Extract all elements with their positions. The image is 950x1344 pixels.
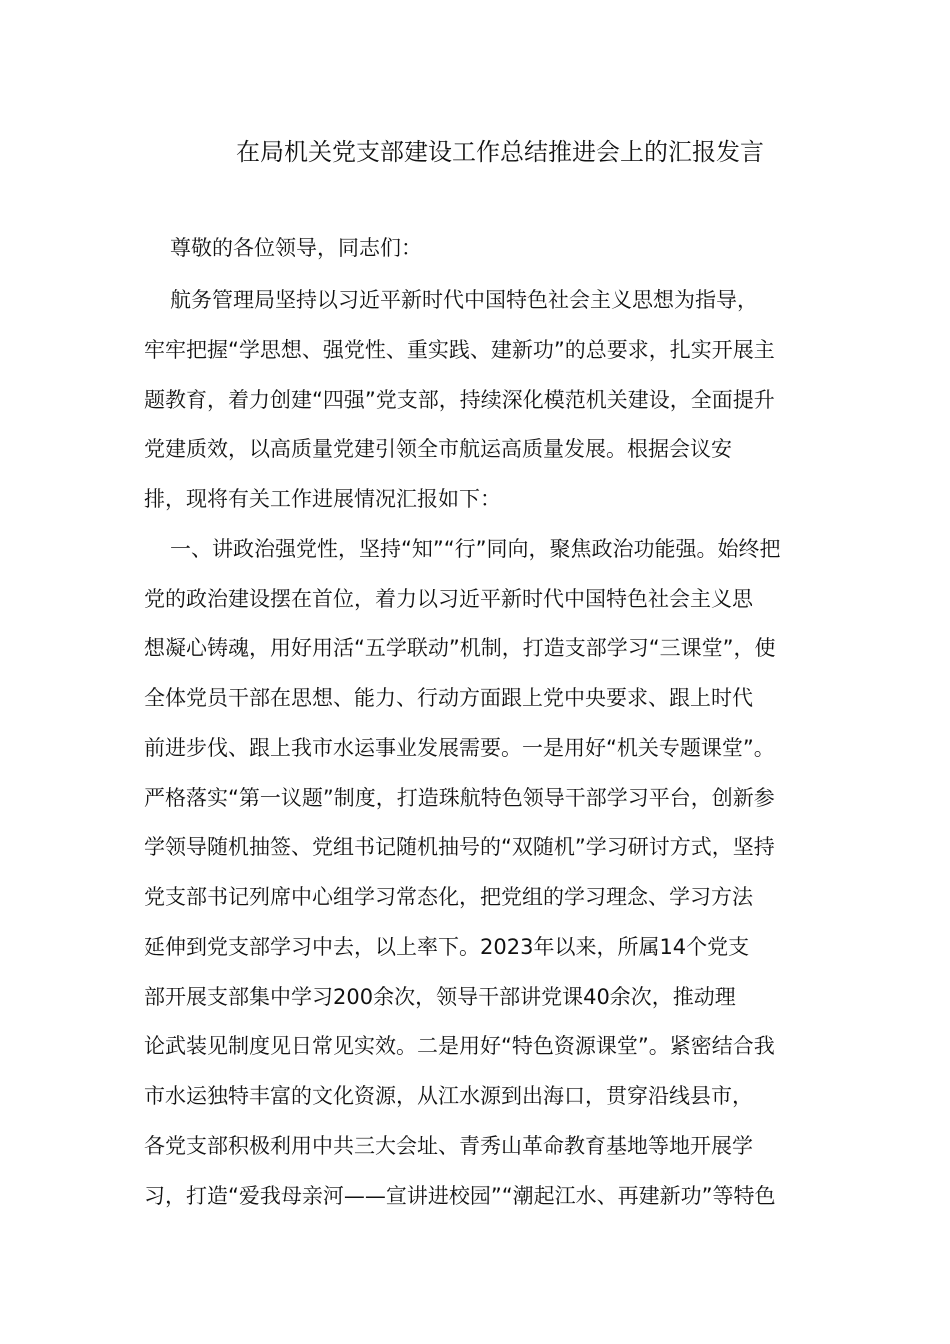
- body-line: 前进步伐、跟上我市水运事业发展需要。一是用好“机关专题课堂”。: [144, 736, 775, 760]
- body-line: 牢牢把握“学思想、强党性、重实践、建新功”的总要求，扎实开展主: [144, 338, 775, 362]
- body-line: 论武装见制度见日常见实效。二是用好“特色资源课堂”。紧密结合我: [144, 1034, 775, 1058]
- body-line: 严格落实“第一议题”制度，打造珠航特色领导干部学习平台，创新参: [144, 786, 775, 810]
- body-line: 航务管理局坚持以习近平新时代中国特色社会主义思想为指导，: [170, 288, 758, 312]
- body-line: 习，打造“爱我母亲河——宣讲进校园”“潮起江水、再建新功”等特色: [144, 1184, 776, 1208]
- salutation-line: 尊敬的各位领导，同志们：: [170, 236, 422, 260]
- body-line: 学领导随机抽签、党组书记随机抽号的“双随机”学习研讨方式，坚持: [144, 835, 775, 859]
- body-line: 党支部书记列席中心组学习常态化，把党组的学习理念、学习方法: [144, 885, 753, 909]
- document-title: 在局机关党支部建设工作总结推进会上的汇报发言: [236, 138, 764, 166]
- body-line: 部开展支部集中学习200余次，领导干部讲党课40余次，推动理: [144, 985, 736, 1009]
- body-line: 题教育，着力创建“四强”党支部，持续深化模范机关建设，全面提升: [144, 388, 775, 412]
- body-line: 延伸到党支部学习中去，以上率下。2023年以来，所属14个党支: [144, 935, 750, 959]
- body-line: 全体党员干部在思想、能力、行动方面跟上党中央要求、跟上时代: [144, 686, 753, 710]
- section-heading-line: 一、讲政治强党性，坚持“知”“行”同向，聚焦政治功能强。始终把: [170, 537, 781, 561]
- body-line: 各党支部积极利用中共三大会址、青秀山革命教育基地等地开展学: [144, 1134, 753, 1158]
- body-line: 党建质效，以高质量党建引领全市航运高质量发展。根据会议安: [144, 437, 732, 461]
- body-line: 想凝心铸魂，用好用活“五学联动”机制，打造支部学习“三课堂”，使: [144, 636, 776, 660]
- body-line: 市水运独特丰富的文化资源，从江水源到出海口，贯穿沿线县市，: [144, 1084, 753, 1108]
- body-line: 排，现将有关工作进展情况汇报如下：: [144, 487, 501, 511]
- body-line: 党的政治建设摆在首位，着力以习近平新时代中国特色社会主义思: [144, 587, 753, 611]
